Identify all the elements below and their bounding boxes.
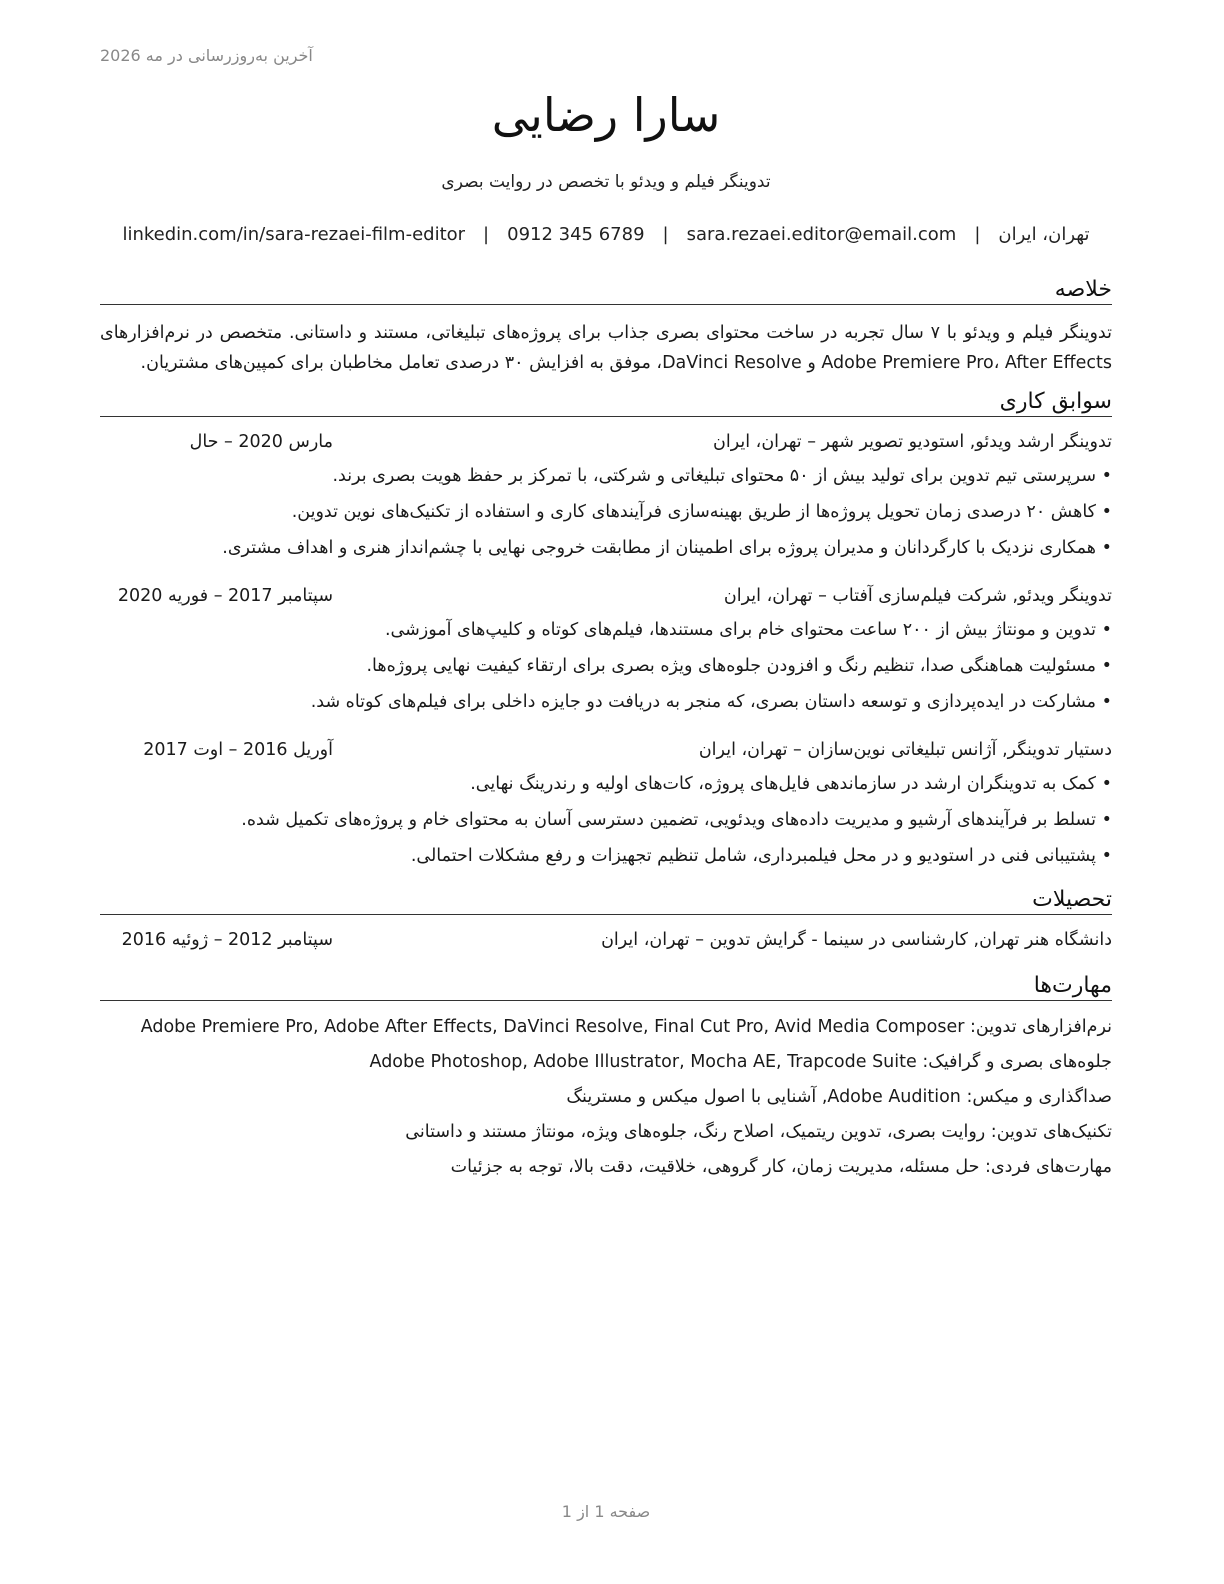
- education-dates: سپتامبر 2012 – ژوئیه 2016: [121, 930, 333, 950]
- skills-row: جلوه‌های بصری و گرافیک: Adobe Photoshop, Adobe Illustrator, Mocha AE, Trapcode Suite: [369, 1052, 1112, 1072]
- contact-separator: |: [974, 224, 981, 245]
- contact-line: [120, 224, 1092, 245]
- candidate-subtitle: تدوینگر فیلم و ویدئو با تخصص در روایت بصری: [441, 172, 771, 192]
- bullet-marker: •: [1101, 656, 1112, 676]
- job-dates: آوریل 2016 – اوت 2017: [143, 740, 333, 760]
- job-bullets: [100, 458, 1112, 566]
- bullet-marker: •: [1101, 692, 1112, 712]
- section-title-summary: خلاصه: [100, 276, 1112, 305]
- education-entry: [100, 930, 1112, 956]
- last-updated: آخرین به‌روزرسانی در مه 2026: [100, 46, 313, 65]
- job-bullets: [100, 612, 1112, 720]
- list-item: • کاهش ۲۰ درصدی زمان تحویل پروژه‌ها از طریق بهینه‌سازی فرآیندهای کاری و استفاده از تکنیک‌های نوین تدوین.: [100, 494, 1112, 530]
- summary-text: تدوینگر فیلم و ویدئو با ۷ سال تجربه در ساخت محتوای بصری جذاب برای پروژه‌های تبلیغاتی، مستند و داستانی. متخصص در نرم‌افزارهای Adobe Premiere Pro، After Effects و DaVinci Resolve، موفق به افزایش ۳۰ درصدی تعامل مخاطبان برای کمپین‌های مشتریان.: [100, 323, 1112, 373]
- job-bullets: [100, 766, 1112, 874]
- list-item: • تدوین و مونتاژ بیش از ۲۰۰ ساعت محتوای خام برای مستندها، فیلم‌های کوتاه و کلیپ‌های آموزشی.: [100, 612, 1112, 648]
- job-title: دستیار تدوینگر, آژانس تبلیغاتی نوین‌سازان – تهران، ایران: [698, 740, 1112, 760]
- contact-phone[interactable]: 0912 345 6789: [507, 224, 645, 245]
- contact-separator: |: [662, 224, 669, 245]
- page-number: صفحه 1 از 1: [561, 1502, 651, 1521]
- job-heading: [100, 432, 1112, 458]
- bullet-marker: •: [1101, 846, 1112, 866]
- job-dates: مارس 2020 – حال: [189, 432, 333, 452]
- section-title-education: تحصیلات: [100, 886, 1112, 915]
- bullet-marker: •: [1101, 502, 1112, 522]
- candidate-name: سارا رضایی: [491, 88, 721, 142]
- skills-list: [100, 1010, 1112, 1185]
- bullet-marker: •: [1101, 538, 1112, 558]
- skills-row: صداگذاری و میکس: Adobe Audition, آشنایی با اصول میکس و مسترینگ: [566, 1087, 1112, 1107]
- list-item: • پشتیبانی فنی در استودیو و در محل فیلمبرداری، شامل تنظیم تجهیزات و رفع مشکلات احتمالی.: [100, 838, 1112, 874]
- list-item: • مشارکت در ایده‌پردازی و توسعه داستان بصری، که منجر به دریافت دو جایزه داخلی برای فیلم‌های کوتاه شد.: [100, 684, 1112, 720]
- list-item: • همکاری نزدیک با کارگردانان و مدیران پروژه برای اطمینان از مطابقت خروجی نهایی با چشم‌انداز هنری و اهداف مشتری.: [100, 530, 1112, 566]
- contact-location: تهران، ایران: [998, 224, 1090, 245]
- contact-linkedin[interactable]: linkedin.com/in/sara-rezaei-film-editor: [122, 224, 466, 245]
- contact-email[interactable]: sara.rezaei.editor@email.com: [686, 224, 957, 245]
- job-dates: سپتامبر 2017 – فوریه 2020: [117, 586, 333, 606]
- skills-row: نرم‌افزارهای تدوین: Adobe Premiere Pro, Adobe After Effects, DaVinci Resolve, Final Cut Pro, Avid Media Composer: [140, 1017, 1112, 1037]
- section-title-experience: سوابق کاری: [100, 388, 1112, 417]
- job-title: تدوینگر ارشد ویدئو, استودیو تصویر شهر – تهران، ایران: [713, 432, 1112, 452]
- bullet-marker: •: [1101, 620, 1112, 640]
- list-item: • مسئولیت هماهنگی صدا، تنظیم رنگ و افزودن جلوه‌های ویژه بصری برای ارتقاء کیفیت نهایی پروژه‌ها.: [100, 648, 1112, 684]
- list-item: • سرپرستی تیم تدوین برای تولید بیش از ۵۰ محتوای تبلیغاتی و شرکتی، با تمرکز بر حفظ هویت بصری برند.: [100, 458, 1112, 494]
- education-title: دانشگاه هنر تهران, کارشناسی در سینما - گرایش تدوین – تهران، ایران: [601, 930, 1112, 950]
- bullet-marker: •: [1101, 774, 1112, 794]
- job-heading: [100, 586, 1112, 612]
- skills-row: تکنیک‌های تدوین: روایت بصری، تدوین ریتمیک، اصلاح رنگ، جلوه‌های ویژه، مونتاژ مستند و داستانی: [405, 1122, 1112, 1142]
- bullet-marker: •: [1101, 466, 1112, 486]
- list-item: • کمک به تدوینگران ارشد در سازماندهی فایل‌های پروژه، کات‌های اولیه و رندرینگ نهایی.: [100, 766, 1112, 802]
- contact-separator: |: [483, 224, 490, 245]
- job-title: تدوینگر ویدئو, شرکت فیلم‌سازی آفتاب – تهران، ایران: [723, 586, 1112, 606]
- bullet-marker: •: [1101, 810, 1112, 830]
- job-heading: [100, 740, 1112, 766]
- list-item: • تسلط بر فرآیندهای آرشیو و مدیریت داده‌های ویدئویی، تضمین دسترسی آسان به محتوای خام و پروژه‌های تکمیل شده.: [100, 802, 1112, 838]
- skills-row: مهارت‌های فردی: حل مسئله، مدیریت زمان، کار گروهی، خلاقیت، دقت بالا، توجه به جزئیات: [450, 1157, 1112, 1177]
- section-title-skills: مهارت‌ها: [100, 972, 1112, 1001]
- resume-page: [100, 0, 1112, 1584]
